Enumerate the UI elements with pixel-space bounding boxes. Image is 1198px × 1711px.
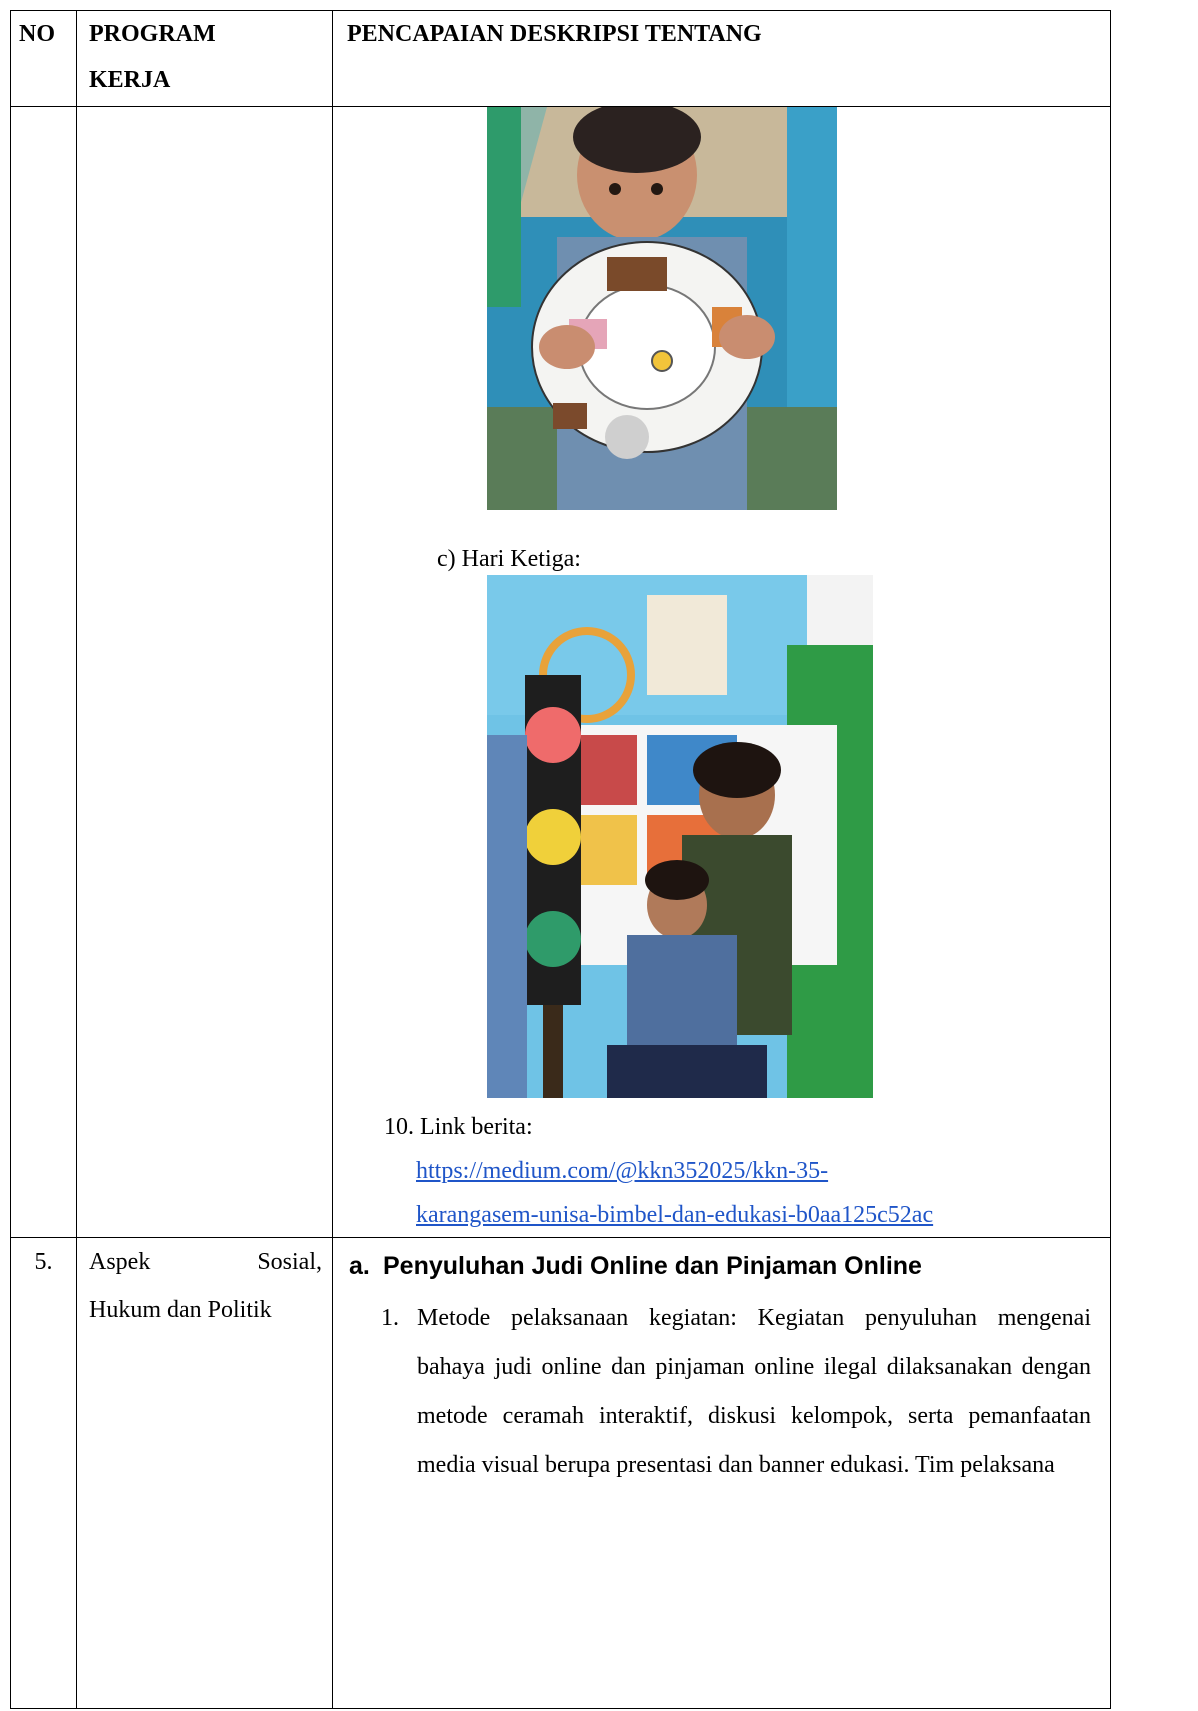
header-description: PENCAPAIAN DESKRIPSI TENTANG	[333, 11, 1111, 107]
work-program-table	[10, 10, 1111, 1709]
header-no: NO	[11, 11, 77, 107]
photo-traffic-light-activity	[487, 575, 873, 1098]
program-line2: Hukum dan Politik	[89, 1297, 272, 1323]
news-link-line1[interactable]: https://medium.com/@kkn352025/kkn-35-	[416, 1158, 829, 1184]
table-header-row	[11, 11, 1111, 107]
news-link-line2[interactable]: karangasem-unisa-bimbel-dan-edukasi-b0aa125c52ac	[416, 1202, 934, 1228]
item-1-paragraph: 1. Metode pelaksanaan kegiatan: Kegiatan penyuluhan mengenai bahaya judi online dan pinjaman online ilegal dilaksanakan dengan metode ceramah interaktif, diskusi kelompok, serta pemanfaatan media visual berupa presentasi dan banner edukasi. Tim pelaksana	[381, 1305, 1091, 1478]
program-line1: Aspek Sosial,	[89, 1249, 322, 1275]
table-row	[11, 107, 1111, 1238]
cell-no-empty	[11, 107, 77, 1238]
header-program-line2: KERJA	[89, 67, 171, 93]
photo-child-food-plate	[487, 107, 837, 510]
section-title: a. Penyuluhan Judi Online dan Pinjaman Online	[349, 1252, 922, 1280]
cell-program-empty	[77, 107, 333, 1238]
table-row	[11, 1238, 1111, 1709]
sub-item-hari-ketiga: c) Hari Ketiga:	[437, 546, 581, 572]
cell-program-aspek	[77, 1238, 333, 1709]
header-program-line1: PROGRAM	[89, 21, 216, 47]
cell-no-5: 5.	[11, 1238, 77, 1709]
item-10-link-label: 10. Link berita:	[384, 1114, 533, 1140]
header-program	[77, 11, 333, 107]
cell-description	[333, 107, 1111, 1238]
cell-description-row5	[333, 1238, 1111, 1709]
